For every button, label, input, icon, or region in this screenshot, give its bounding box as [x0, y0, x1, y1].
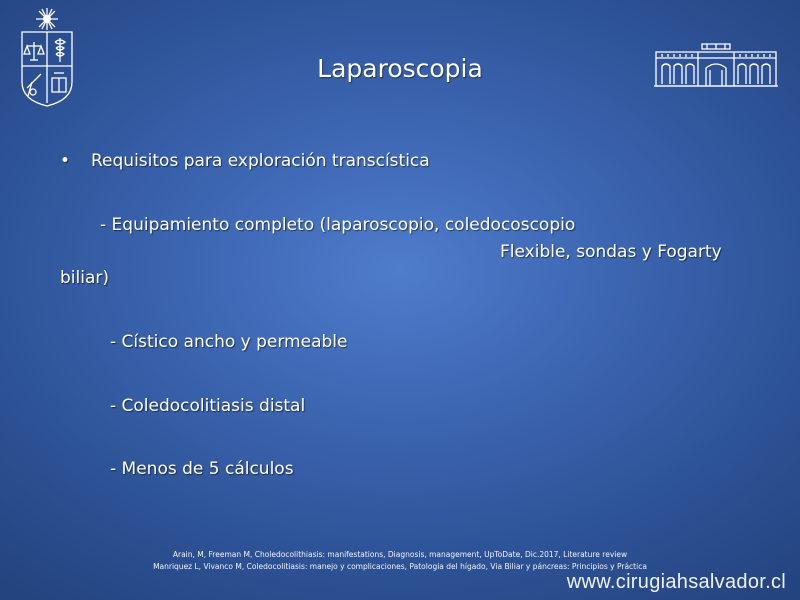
list-item: - Cístico ancho y permeable [110, 332, 348, 352]
list-item: - Equipamiento completo (laparoscopio, coledocoscopio [100, 215, 576, 235]
website-url: www.cirugiahsalvador.cl [566, 571, 786, 593]
list-item: - Menos de 5 cálculos [110, 459, 294, 479]
reference-line: Arain, M, Freeman M, Choledocolithiasis: manifestations, Diagnosis, management, UpToDate, Dic.2017, Literature review [172, 550, 628, 559]
list-item: - Coledocolitiasis distal [110, 396, 306, 416]
list-item: biliar) [60, 268, 109, 288]
list-item: Flexible, sondas y Fogarty [500, 242, 722, 262]
bullet-heading: Requisitos para exploración transcística [91, 151, 430, 171]
bullet-dot-icon: • [60, 151, 71, 171]
sun-rays-icon [36, 8, 58, 30]
reference-line: Manriquez L, Vivanco M, Coledocolitiasis: manejo y complicaciones, Patologia del hígado, Via Biliar y páncreas: Principios y Práctica [153, 562, 647, 571]
slide-title: Laparoscopia [317, 54, 483, 83]
